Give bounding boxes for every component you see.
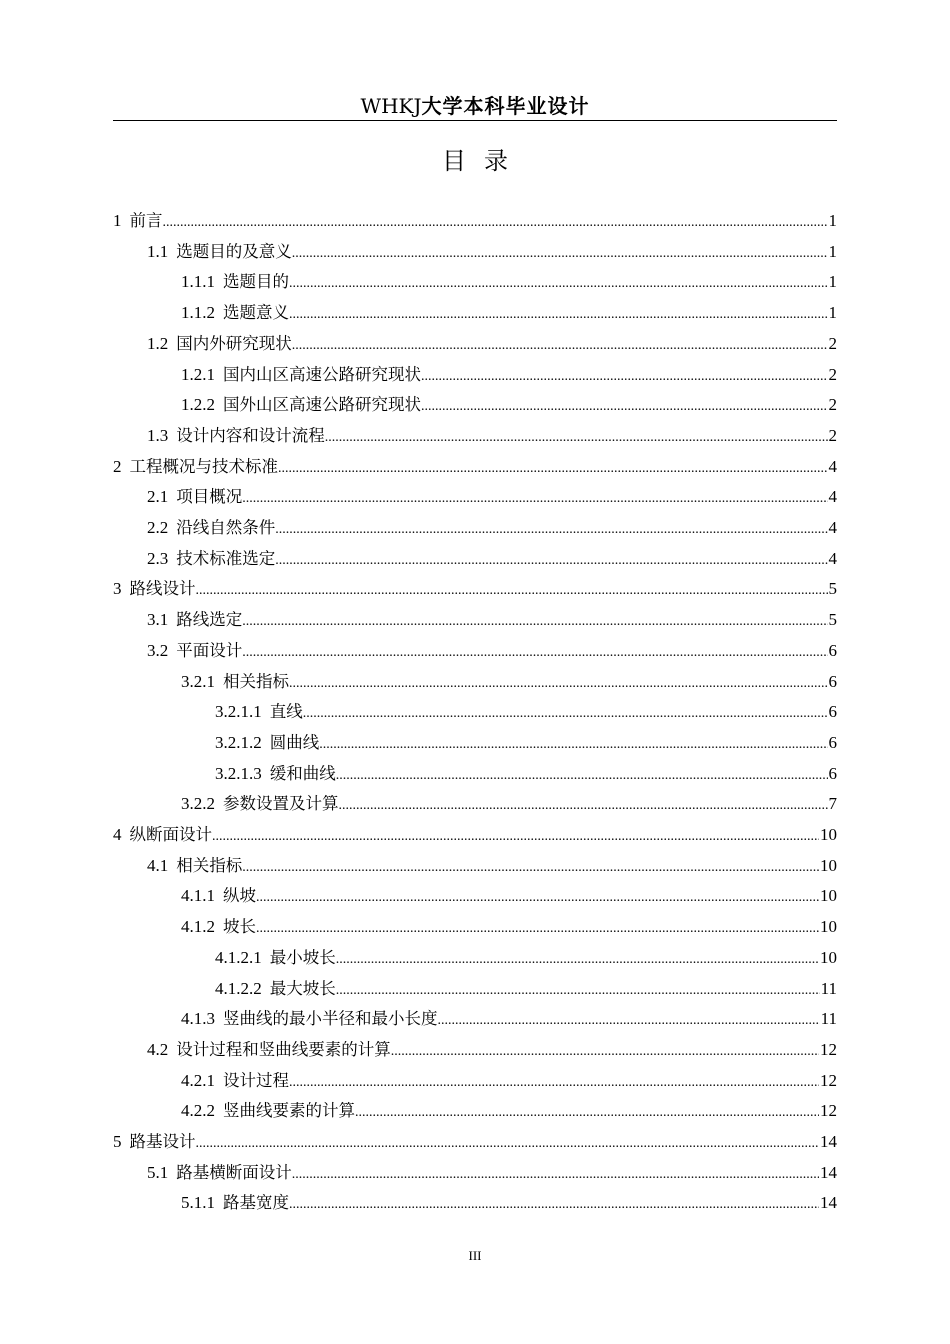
- toc-entry-label: 平面设计: [176, 640, 243, 660]
- toc-entry[interactable]: [181, 1096, 837, 1126]
- toc-entry-page: 10: [820, 917, 837, 937]
- toc-dot-leader: [336, 761, 828, 791]
- toc-entry-number: 3.2.1.2: [215, 732, 262, 752]
- toc-entry-label: 设计过程: [223, 1070, 289, 1090]
- toc-entry-number: 4.1.2: [181, 917, 215, 937]
- toc-entry[interactable]: [147, 851, 837, 881]
- toc-dot-leader: [275, 546, 827, 576]
- toc-dot-leader: [256, 914, 819, 944]
- toc-dot-leader: [256, 883, 819, 913]
- toc-entry[interactable]: [181, 390, 837, 420]
- toc-entry-page: 11: [820, 978, 837, 998]
- toc-dot-leader: [421, 392, 828, 422]
- toc-entry[interactable]: [215, 728, 837, 758]
- toc-entry[interactable]: [181, 360, 837, 390]
- toc-entry-page: 2: [828, 425, 837, 445]
- toc-entry-page: 14: [820, 1193, 837, 1213]
- toc-dot-leader: [303, 699, 828, 729]
- toc-entry-page: 2: [828, 333, 837, 353]
- toc-dot-leader: [289, 300, 828, 330]
- toc-entry-page: 4: [828, 487, 837, 507]
- toc-entry-label: 路基横断面设计: [176, 1162, 292, 1182]
- toc-dot-leader: [336, 976, 820, 1006]
- toc-entry[interactable]: [113, 206, 837, 236]
- toc-entry-number: 4.2: [147, 1039, 169, 1059]
- toc-entry-number: 1.2: [147, 333, 169, 353]
- toc-entry-number: 3.2: [147, 640, 169, 660]
- toc-entry[interactable]: [113, 452, 837, 482]
- toc-entry-page: 1: [828, 211, 837, 230]
- toc-entry-page: 7: [828, 794, 837, 814]
- toc-entry-page: 6: [828, 640, 837, 660]
- toc-entry-label: 坡长: [223, 917, 256, 937]
- toc-entry-number: 5.1: [147, 1162, 169, 1182]
- toc-entry-page: 1: [828, 272, 837, 292]
- toc-entry[interactable]: [181, 298, 837, 328]
- toc-dot-leader: [292, 331, 828, 361]
- toc-dot-leader: [242, 853, 819, 883]
- toc-entry-label: 圆曲线: [269, 732, 320, 752]
- toc-entry-number: 2.3: [147, 548, 169, 568]
- toc-entry-number: 4.1.2.1: [215, 947, 262, 967]
- toc-entry[interactable]: [181, 789, 837, 819]
- toc-entry-page: 4: [828, 518, 837, 537]
- toc-entry[interactable]: [181, 881, 837, 911]
- toc-entry-number: 1: [113, 211, 122, 230]
- toc-entry[interactable]: [181, 912, 837, 942]
- toc-entry-label: 选题目的: [223, 272, 289, 292]
- toc-entry-label: 国外山区高速公路研究现状: [223, 395, 421, 415]
- toc-entry-page: 10: [820, 825, 837, 844]
- toc-entry-page: 6: [828, 671, 837, 691]
- toc-entry-page: 10: [820, 855, 837, 875]
- toc-entry-page: 2: [828, 395, 837, 415]
- toc-entry-number: 5: [113, 1132, 122, 1151]
- toc-dot-leader: [292, 239, 828, 269]
- toc-entry-number: 4.1.2.2: [215, 978, 262, 998]
- toc-entry[interactable]: [181, 1066, 837, 1096]
- toc-entry[interactable]: [147, 482, 837, 512]
- toc-entry-page: 2: [828, 364, 837, 384]
- toc-dot-leader: [196, 576, 828, 606]
- toc-entry-label: 选题意义: [223, 303, 289, 323]
- toc-entry-page: 12: [820, 1101, 837, 1121]
- toc-entry-label: 参数设置及计算: [223, 794, 339, 814]
- toc-dot-leader: [325, 423, 828, 453]
- toc-dot-leader: [242, 638, 827, 668]
- toc-dot-leader: [355, 1098, 819, 1128]
- toc-entry[interactable]: [215, 943, 837, 973]
- header-title: 大学本科毕业设计: [421, 94, 590, 118]
- toc-entry-label: 纵坡: [223, 886, 256, 906]
- toc-entry[interactable]: [215, 759, 837, 789]
- toc-entry-label: 设计过程和竖曲线要素的计算: [176, 1039, 391, 1059]
- toc-entry-page: 4: [828, 456, 837, 476]
- toc-entry-number: 1.3: [147, 425, 169, 445]
- toc-entry-number: 3.2.1.1: [215, 702, 262, 722]
- toc-dot-leader: [242, 484, 827, 514]
- toc-title: 目录: [442, 147, 526, 175]
- toc-entry-page: 5: [828, 610, 837, 630]
- toc-entry-label: 相关指标: [223, 671, 289, 691]
- toc-entry-page: 11: [820, 1009, 837, 1029]
- toc-entry-label: 路线设计: [129, 579, 196, 599]
- toc-entry-page: 6: [828, 763, 837, 783]
- toc-entry[interactable]: [147, 329, 837, 359]
- toc-entry-page: 12: [820, 1070, 837, 1090]
- toc-entry-number: 1.2.1: [181, 364, 215, 384]
- toc-entry-label: 竖曲线的最小半径和最小长度: [223, 1009, 438, 1029]
- toc-entry-label: 前言: [129, 211, 163, 230]
- toc-entry-page: 10: [820, 947, 837, 967]
- toc-entry-number: 3.2.2: [181, 794, 215, 814]
- toc-entry-number: 1.1.1: [181, 272, 215, 292]
- toc-entry-label: 路线选定: [176, 610, 243, 630]
- toc-entry-label: 国内外研究现状: [176, 333, 292, 353]
- toc-entry[interactable]: [147, 544, 837, 574]
- toc-entry-number: 2: [113, 456, 122, 476]
- toc-entry-number: 2.2: [147, 518, 169, 537]
- toc-dot-leader: [212, 822, 819, 852]
- toc-entry-label: 国内山区高速公路研究现状: [223, 364, 421, 384]
- toc-entry[interactable]: [215, 974, 837, 1004]
- toc-entry-number: 4.1: [147, 855, 169, 875]
- toc-entry-page: 5: [828, 579, 837, 599]
- toc-entry-page: 10: [820, 886, 837, 906]
- toc-dot-leader: [289, 669, 828, 699]
- toc-dot-leader: [275, 515, 827, 545]
- toc-entry[interactable]: [181, 1188, 837, 1218]
- toc-entry-page: 6: [828, 732, 837, 752]
- toc-entry[interactable]: [147, 636, 837, 666]
- toc-entry-number: 1.2.2: [181, 395, 215, 415]
- toc-dot-leader: [196, 1129, 820, 1159]
- toc-entry-number: 4.2.1: [181, 1070, 215, 1090]
- toc-dot-leader: [391, 1037, 819, 1067]
- toc-entry-number: 4.2.2: [181, 1101, 215, 1121]
- page-number: III: [468, 1248, 482, 1263]
- toc-entry-label: 技术标准选定: [176, 548, 276, 568]
- toc-entry-label: 选题目的及意义: [176, 241, 292, 261]
- toc-entry[interactable]: [147, 605, 837, 635]
- toc-entry-number: 2.1: [147, 487, 169, 507]
- toc-dot-leader: [339, 791, 828, 821]
- toc-entry-label: 路基宽度: [223, 1193, 289, 1213]
- toc-entry-number: 1.1.2: [181, 303, 215, 323]
- toc-entry-page: 12: [820, 1039, 837, 1059]
- header-school-code: WHKJ: [360, 94, 422, 118]
- toc-entry-number: 4: [113, 825, 122, 844]
- toc-dot-leader: [292, 1160, 819, 1190]
- toc-entry-label: 设计内容和设计流程: [176, 425, 325, 445]
- toc-entry-number: 4.1.3: [181, 1009, 215, 1029]
- toc-dot-leader: [289, 1190, 819, 1220]
- toc-entry[interactable]: [181, 667, 837, 697]
- toc-entry[interactable]: [181, 267, 837, 297]
- toc-entry[interactable]: [181, 1004, 837, 1034]
- toc-entry[interactable]: [113, 820, 837, 850]
- toc-entry-label: 最小坡长: [269, 947, 336, 967]
- toc-entry-page: 14: [820, 1162, 837, 1182]
- toc-dot-leader: [336, 945, 819, 975]
- toc-dot-leader: [289, 1068, 819, 1098]
- toc-entry-page: 1: [828, 303, 837, 323]
- toc-entry[interactable]: [215, 697, 837, 727]
- toc-entry[interactable]: [113, 1127, 837, 1157]
- toc-entry[interactable]: [147, 1035, 837, 1065]
- toc-entry-label: 直线: [269, 702, 303, 722]
- toc-dot-leader: [438, 1006, 820, 1036]
- toc-entry-page: 4: [828, 548, 837, 568]
- toc-entry-label: 沿线自然条件: [176, 518, 276, 537]
- toc-entry-page: 6: [828, 702, 837, 722]
- toc-entry[interactable]: [147, 421, 837, 451]
- toc-entry-number: 4.1.1: [181, 886, 215, 906]
- toc-entry-label: 项目概况: [176, 487, 243, 507]
- toc-dot-leader: [289, 269, 828, 299]
- page-header: [113, 92, 837, 121]
- toc-dot-leader: [421, 362, 828, 392]
- toc-entry-label: 缓和曲线: [269, 763, 336, 783]
- toc-dot-leader: [278, 454, 828, 484]
- toc-dot-leader: [163, 208, 828, 238]
- toc-entry-number: 3.1: [147, 610, 169, 630]
- toc-entry-number: 1.1: [147, 241, 169, 261]
- toc-entry-number: 3.2.1: [181, 671, 215, 691]
- toc-entry-page: 1: [828, 241, 837, 261]
- toc-entry-label: 路基设计: [129, 1132, 196, 1151]
- toc-entry-number: 3.2.1.3: [215, 763, 262, 783]
- toc-entry-label: 相关指标: [176, 855, 243, 875]
- toc-entry[interactable]: [113, 574, 837, 604]
- toc-entry-label: 工程概况与技术标准: [129, 456, 278, 476]
- toc-entry-page: 14: [820, 1132, 837, 1151]
- toc-entry[interactable]: [147, 237, 837, 267]
- toc-entry-number: 5.1.1: [181, 1193, 215, 1213]
- toc-dot-leader: [319, 730, 827, 760]
- toc-entry[interactable]: [147, 513, 837, 543]
- toc-entry-label: 竖曲线要素的计算: [223, 1101, 355, 1121]
- toc-entry-label: 最大坡长: [269, 978, 336, 998]
- toc-dot-leader: [242, 607, 827, 637]
- toc-entry-number: 3: [113, 579, 122, 599]
- toc-entry[interactable]: [147, 1158, 837, 1188]
- toc-entry-label: 纵断面设计: [129, 825, 212, 844]
